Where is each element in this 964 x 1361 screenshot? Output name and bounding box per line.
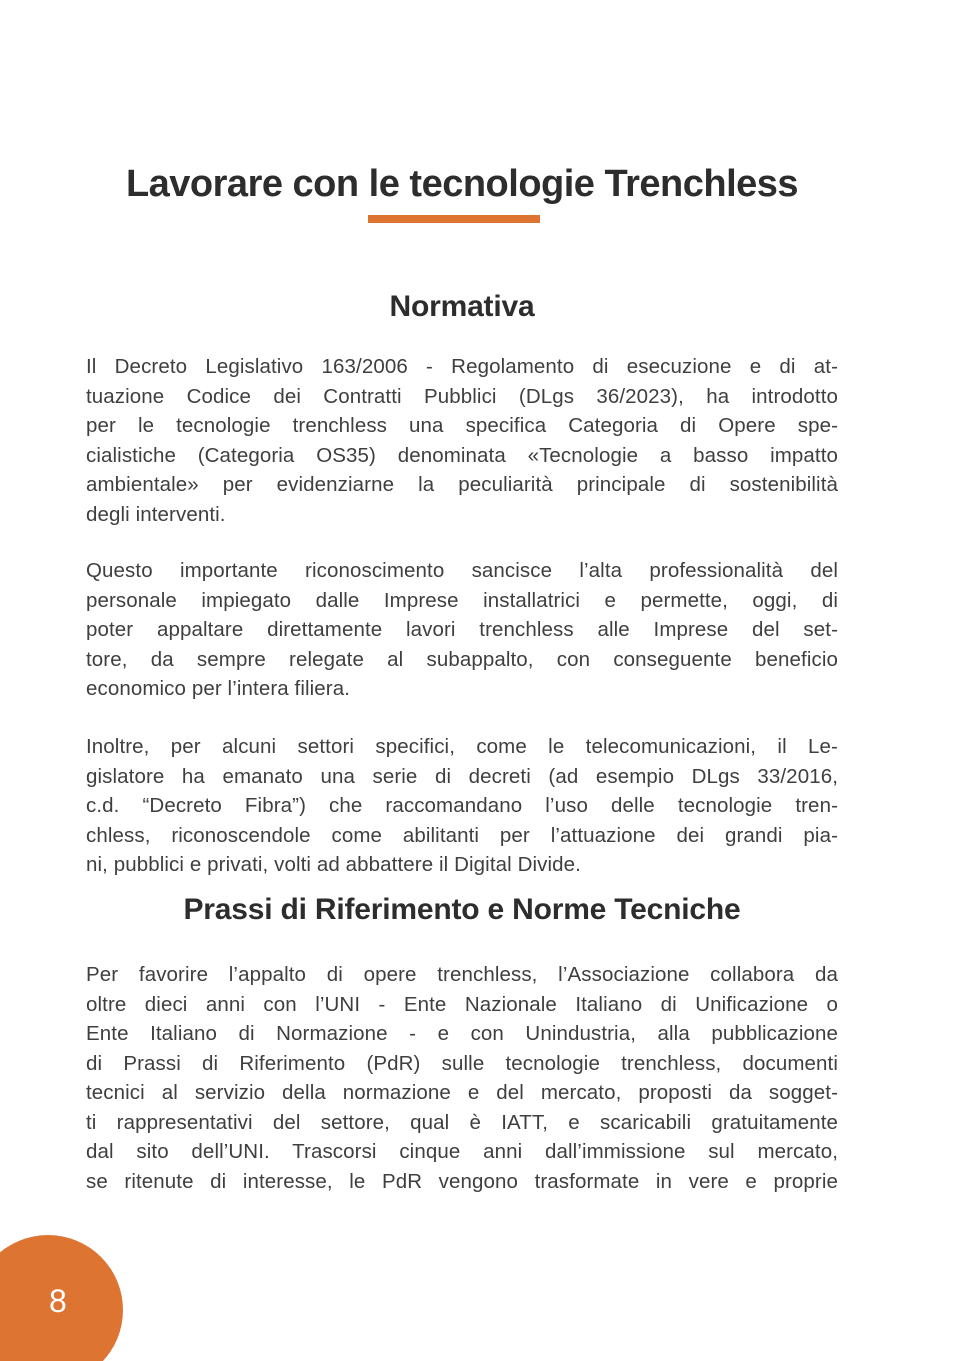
paragraph	[86, 352, 838, 529]
paragraph-line: ni, pubblici e privati, volti ad abbattere il Digital Divide.	[86, 853, 581, 876]
paragraph-line: oltre dieci anni con l’UNI - Ente Nazionale Italiano di Unificazione o	[86, 992, 838, 1016]
paragraph-line: per le tecnologie trenchless una specifica Categoria di Opere spe-	[86, 414, 838, 437]
section-heading-normativa: Normativa	[389, 290, 535, 323]
paragraph-line: economico per l’intera filiera.	[86, 677, 351, 700]
paragraph-line: se ritenute di interesse, le PdR vengono trasformate in vere e proprie	[86, 1169, 838, 1193]
paragraph-line: cialistiche (Categoria OS35) denominata «Tecnologie a basso impatto	[86, 443, 838, 467]
paragraph-line: personale impiegato dalle Imprese installatrici e permette, oggi, di	[86, 588, 838, 612]
paragraph	[86, 960, 838, 1196]
paragraph-line: degli interventi.	[86, 502, 226, 526]
paragraph-line: chless, riconoscendole come abilitanti per l’attuazione dei grandi pia-	[86, 823, 838, 847]
section-heading-prassi: Prassi di Riferimento e Norme Tecniche	[183, 893, 741, 926]
paragraph-line: tuazione Codice dei Contratti Pubblici (DLgs 36/2023), ha introdotto	[86, 384, 838, 408]
paragraph-line: ti rappresentativi del settore, qual è IATT, e scaricabili gratuitamente	[86, 1110, 838, 1134]
paragraph-line: Il Decreto Legislativo 163/2006 - Regolamento di esecuzione e di at-	[86, 355, 838, 378]
paragraph-line: Questo importante riconoscimento sancisce l’alta professionalità del	[86, 559, 838, 582]
paragraph-line: poter appaltare direttamente lavori trenchless alle Imprese del set-	[86, 618, 838, 641]
paragraph-line: di Prassi di Riferimento (PdR) sulle tecnologie trenchless, documenti	[86, 1051, 838, 1075]
page-title: Lavorare con le tecnologie Trenchless	[125, 163, 799, 205]
paragraph-line: tecnici al servizio della normazione e del mercato, proposti da sogget-	[86, 1081, 838, 1104]
paragraph-line: c.d. “Decreto Fibra”) che raccomandano l’uso delle tecnologie tren-	[86, 794, 838, 817]
paragraph-line: dal sito dell’UNI. Trascorsi cinque anni dall’immissione sul mercato,	[86, 1140, 838, 1163]
paragraph-line: ambientale» per evidenziarne la peculiarità principale di sostenibilità	[86, 473, 838, 496]
paragraph	[86, 556, 838, 704]
paragraph-line: tore, da sempre relegate al subappalto, con conseguente beneficio	[86, 647, 838, 671]
paragraph	[86, 732, 838, 880]
paragraph-line: gislatore ha emanato una serie di decreti (ad esempio DLgs 33/2016,	[86, 764, 838, 788]
paragraph-line: Ente Italiano di Normazione - e con Unindustria, alla pubblicazione	[86, 1022, 838, 1045]
page-number-badge	[0, 1235, 123, 1361]
paragraph-line: Per favorire l’appalto di opere trenchless, l’Associazione collabora da	[86, 963, 838, 986]
paragraph-line: Inoltre, per alcuni settori specifici, come le telecomunicazioni, il Le-	[86, 735, 838, 758]
title-underline	[368, 215, 540, 223]
page-number: 8	[49, 1283, 67, 1319]
